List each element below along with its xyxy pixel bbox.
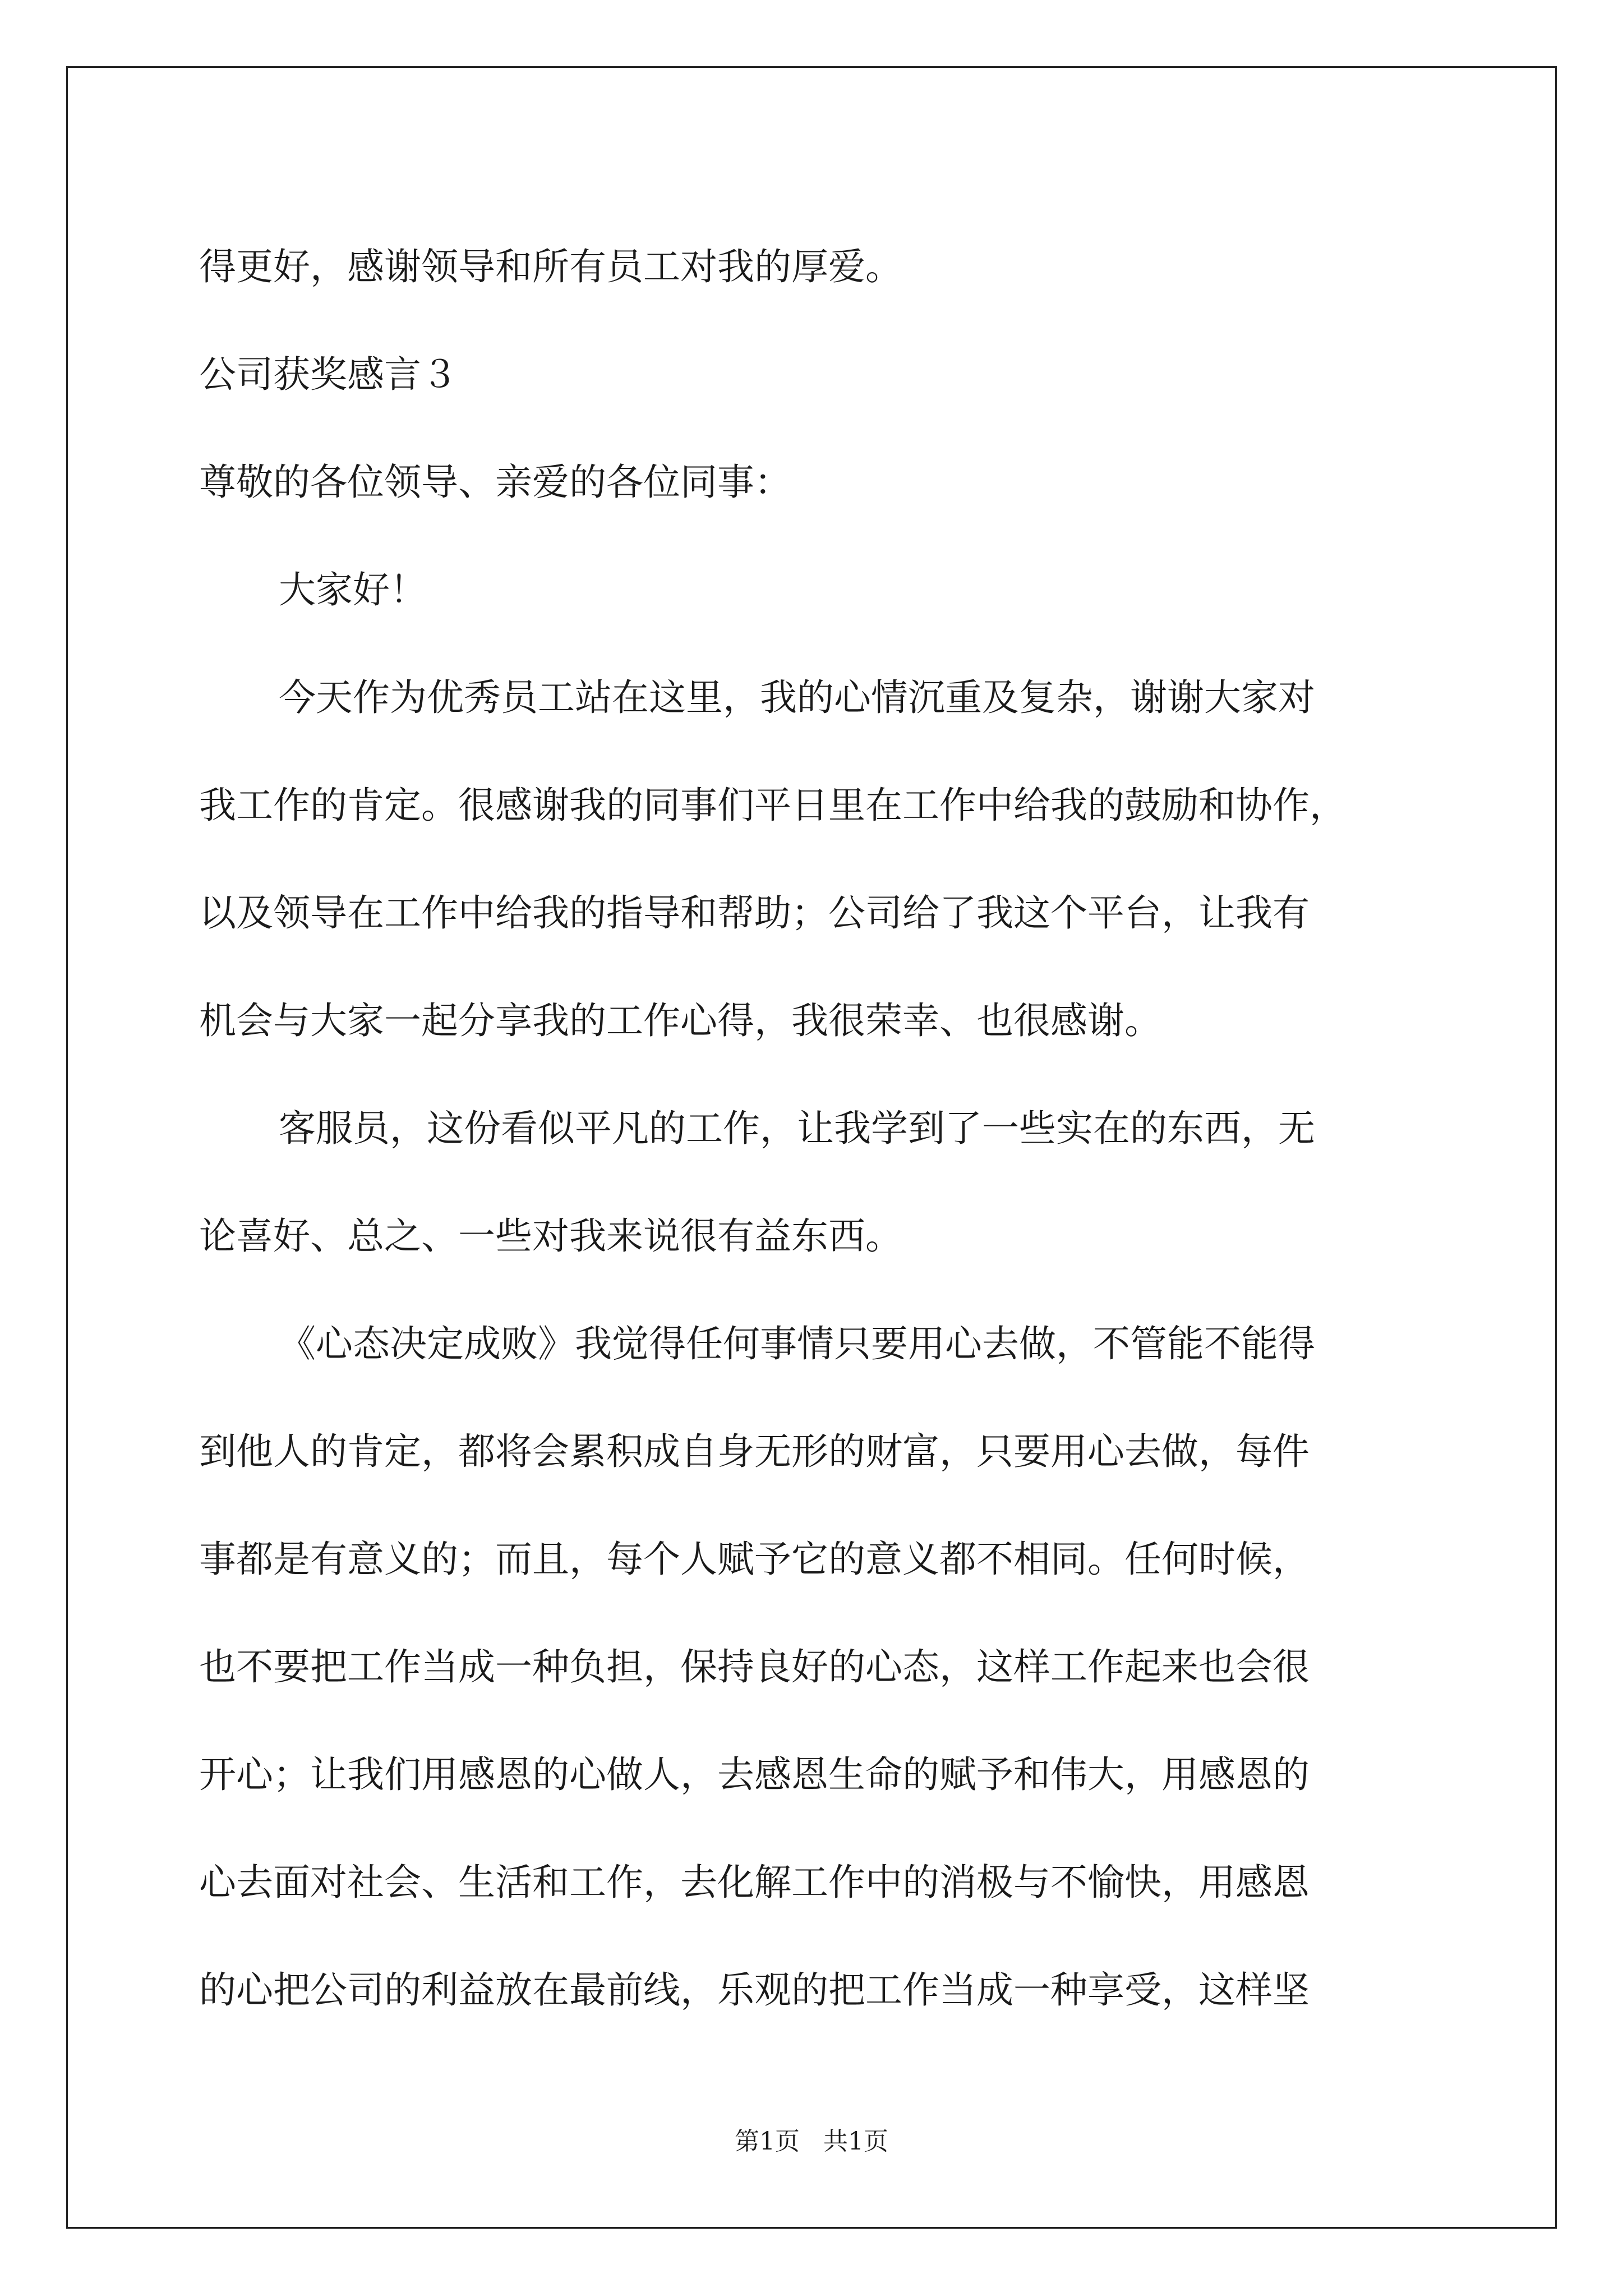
text-line-16: 心去面对社会、生活和工作，去化解工作中的消极与不愉快，用感恩 bbox=[199, 1861, 1310, 1904]
text-line-11: 《心态决定成败》我觉得任何事情只要用心去做，不管能不能得 bbox=[279, 1322, 1315, 1365]
text-line-7: 以及领导在工作中给我的指导和帮助；公司给了我这个平台，让我有 bbox=[199, 891, 1310, 935]
text-line-15: 开心；让我们用感恩的心做人，去感恩生命的赋予和伟大，用感恩的 bbox=[199, 1753, 1310, 1796]
greeting: 大家好！ bbox=[279, 568, 427, 611]
text-line-17: 的心把公司的利益放在最前线，乐观的把工作当成一种享受，这样坚 bbox=[199, 1968, 1310, 2012]
text-line-5: 今天作为优秀员工站在这里，我的心情沉重及复杂，谢谢大家对 bbox=[279, 676, 1315, 719]
text-line-12: 到他人的肯定，都将会累积成自身无形的财富，只要用心去做，每件 bbox=[199, 1430, 1310, 1473]
text-line-1: 得更好，感谢领导和所有员工对我的厚爱。 bbox=[199, 245, 902, 288]
text-line-14: 也不要把工作当成一种负担，保持良好的心态，这样工作起来也会很 bbox=[199, 1645, 1310, 1688]
text-line-6: 我工作的肯定。很感谢我的同事们平日里在工作中给我的鼓励和协作， bbox=[199, 784, 1347, 827]
section-heading: 公司获奖感言３ bbox=[199, 353, 458, 396]
salutation: 尊敬的各位领导、亲爱的各位同事： bbox=[199, 461, 791, 504]
text-line-8: 机会与大家一起分享我的工作心得，我很荣幸、也很感谢。 bbox=[199, 999, 1161, 1042]
text-line-13: 事都是有意义的；而且，每个人赋予它的意义都不相同。任何时候， bbox=[199, 1538, 1310, 1581]
page-number-label: 第1页 共1页 bbox=[735, 2127, 888, 2156]
text-line-10: 论喜好、总之、一些对我来说很有益东西。 bbox=[199, 1214, 902, 1258]
page-footer bbox=[0, 2125, 1623, 2159]
document-body bbox=[199, 213, 1427, 2044]
text-line-9: 客服员，这份看似平凡的工作，让我学到了一些实在的东西，无 bbox=[279, 1107, 1315, 1150]
